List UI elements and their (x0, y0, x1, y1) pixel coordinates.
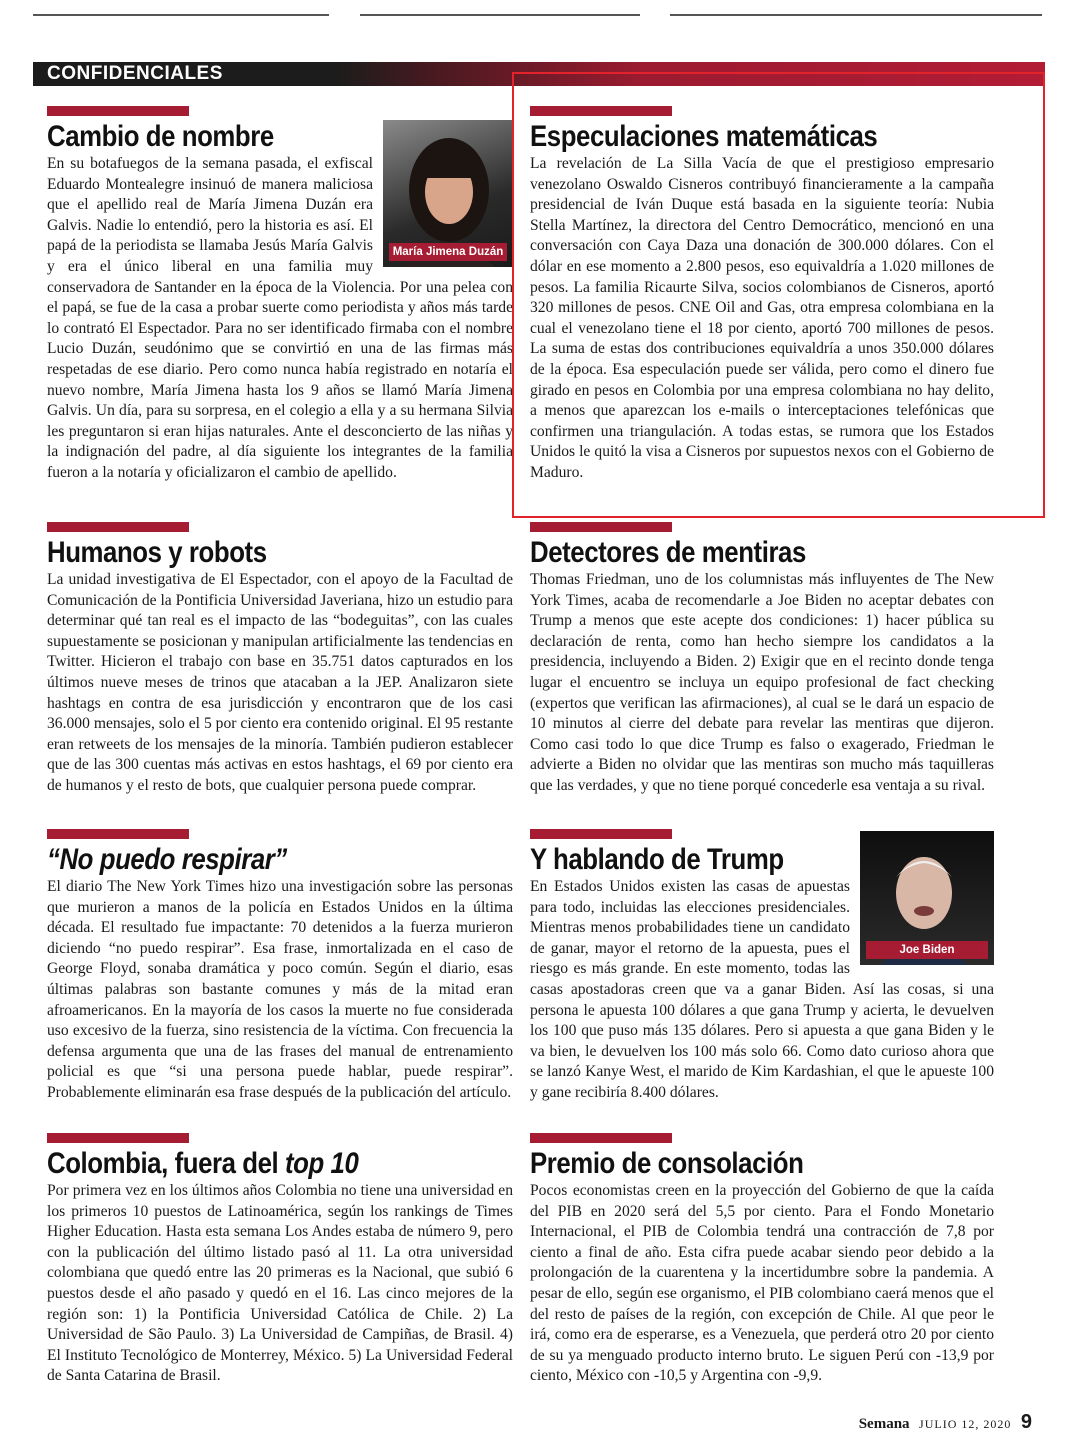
article-title: Y hablando de Trump (530, 843, 784, 876)
top-rule (360, 14, 640, 16)
article-title: Detectores de mentiras (530, 536, 806, 569)
top-rule (33, 14, 329, 16)
accent-bar (530, 1133, 672, 1143)
article-premio-de-consolacion (530, 1133, 994, 1387)
article-title: “No puedo respirar” (47, 843, 287, 876)
accent-bar (47, 106, 189, 116)
article-title: Especulaciones matemáticas (530, 120, 878, 153)
accent-bar (47, 829, 189, 839)
article-title (47, 1147, 448, 1181)
article-humanos-y-robots (47, 522, 513, 797)
accent-bar (530, 829, 672, 839)
accent-bar (47, 522, 189, 532)
article-title: Cambio de nombre (47, 120, 274, 153)
page-number: 9 (1020, 1411, 1032, 1433)
article-cambio-de-nombre (47, 106, 513, 484)
section-title: CONFIDENCIALES (47, 63, 223, 84)
article-hablando-de-trump (530, 829, 994, 1104)
article-body: En su botafuegos de la semana pasada, el exfiscal Eduardo Montealegre insinuó de manera maliciosa que el apellido real de María Jimena Duzán era Galvis. Nadie lo entendió, pero la historia es así. El papá de la periodista se llamaba Jesús María Galvis y era el único liberal en una familia muy conservadora de Santander en la época de la Violencia. Por una pelea con el papá, se fue de la casa a probar suerte como periodista y años más tarde lo contrató El Espectador. Para no ser identificado firmaba con el nombre Lucio Duzán, seudónimo que se convirtió en una de las firmas más respetadas de ese diario. Pero como nunca había registrado en notaría el nuevo nombre, María Jimena hasta los 9 años se llamó María Jimena Galvis. Un día, para su sorpresa, en el colegio a ella y a su hermana Silvia les preguntaron si eran hijas naturales. Ante el desconcierto de las niñas y la indignación del padre, al día siguiente los integrantes de la familia fueron a la notaría y oficializaron el cambio de apellido. (47, 155, 513, 481)
article-body: El diario The New York Times hizo una investigación sobre las personas que murieron a manos de la policía en Estados Unidos en la última década. El resultado fue impactante: 70 detenidos a la fuerza murieron diciendo “no puedo respirar”. Esa frase, inmortalizada en el caso de George Floyd, sonaba dramática y poco común. Según el diario, esas últimas palabras son bastante comunes y más de la mitad eran afroamericanos. En la mayoría de los casos la muerte no fue considerada uso excesivo de la fuerza, sino resistencia de la víctima. Con frecuencia la defensa argumenta que una de las frases del manual de entrenamiento policial es que “si una persona puede hablar, puede respirar”. Probablemente eliminarán esa frase después de la publicación del artículo. (47, 878, 513, 1101)
title-italic: top 10 (284, 1147, 359, 1180)
article-especulaciones (530, 106, 994, 484)
photo-caption: Joe Biden (866, 941, 988, 959)
accent-bar (530, 522, 672, 532)
accent-bar (530, 106, 672, 116)
article-colombia-top-10 (47, 1133, 513, 1387)
article-title: Premio de consolación (530, 1147, 804, 1180)
article-body: Pocos economistas creen en la proyección del Gobierno de que la caída del PIB en 2020 será del 5,5 por ciento. Para el Fondo Monetario Internacional, el PIB de Colombia tendrá una contracción de 7,8 por ciento a final de año. Esta cifra puede acabar siendo peor debido a la prolongación de la cuarentena y la incertidumbre sobre la pandemia. A pesar de ello, según ese organismo, el PIB colombiano caerá menos que el del resto de países de la región, con excepción de Chile. Al que peor le irá, como era de esperarse, es a Venezuela, que perderá otro 20 por ciento de su ya menguado producto interno bruto. Le siguen Perú con -13,9 por ciento, México con -10,5 y Argentina con -9,9. (530, 1182, 994, 1385)
article-body: Thomas Friedman, uno de los columnistas más influyentes de The New York Times, acaba de recomendarle a Joe Biden no aceptar debates con Trump a menos que este acepte dos condiciones: 1) hacer pública su declaración de renta, como han hecho siempre los candidatos a la presidencia, incluyendo a Biden. 2) Exigir que en el recinto donde tenga lugar el encuentro se incluya un equipo profesional de fact checking (expertos que verifican las afirmaciones), al cual se le dará un espacio de 10 minutos al cierre del debate para revelar las mentiras que dijeron. Como casi todo lo que dice Trump es falso o exagerado, Friedman le advierte a Biden no olvidar que las mentiras son mucho más taquilleras que las verdades, y que no tiene porqué concederle esa ventaja a su rival. (530, 571, 994, 794)
photo-caption: María Jimena Duzán (389, 243, 507, 261)
article-body: La unidad investigativa de El Espectador, con el apoyo de la Facultad de Comunicación de la Pontificia Universidad Javeriana, hizo un estudio para determinar qué tan real es el impacto de las “bodeguitas”, con las cuales supuestamente se posicionan y manipulan artificialmente las tendencias en Twitter. Hicieron el trabajo con base en 35.751 datos capturados en los últimos nueve meses de trinos que atacaban a la JEP. Analizaron siete hashtags en contra de esa jurisdicción y encontraron que de los casi 36.000 mensajes, solo el 5 por ciento era contenido original. El 95 restante eran retweets de los mensajes de la minoría. También pudieron establecer que de las 300 cuentas más activas en estos hashtags, el 69 por ciento era de humanos y el resto de bots, que cualquier persona puede comprar. (47, 571, 513, 794)
page-footer (859, 1411, 1032, 1434)
issue-date: JULIO 12, 2020 (919, 1417, 1012, 1431)
title-plain: Colombia, fuera del (47, 1147, 285, 1180)
article-body: La revelación de La Silla Vacía de que el prestigioso empresario venezolano Oswaldo Cisneros contribuyó financieramente a la campaña presidencial de Iván Duque está basada en la siguiente teoría: Nubia Stella Martínez, la directora del Centro Democrático, mencionó en una conversación con Caya Daza una donación de 300.000 dólares. Con el dólar en ese momento a 2.800 pesos, eso equivaldría a 1.020 millones de pesos. La familia Ricaurte Silva, socios colombianos de Cisneros, aportó 320 millones de pesos. CNE Oil and Gas, otra empresa colombiana en la cual el venezolano tiene el 18 por ciento, aportó 700 millones de pesos. La suma de estas dos contribuciones equivaldría a unos 350.000 dólares de la época. Esa especulación puede ser válida, pero como el dinero fue girado en pesos en Colombia por una empresa colombiana no hay delito, a menos que aparezcan los e-mails o interceptaciones telefónicas que confirmen una triangulación. A todas estas, se rumora que los Estados Unidos le quitó la visa a Cisneros por supuestos nexos con el Gobierno de Maduro. (530, 155, 994, 481)
article-detectores-de-mentiras (530, 522, 994, 797)
magazine-name: Semana (858, 1416, 910, 1432)
accent-bar (47, 1133, 189, 1143)
top-rule (670, 14, 1042, 16)
article-body: En Estados Unidos existen las casas de apuestas para todo, incluidas las elecciones presidenciales. Mientras menos probabilidades tiene un candidato de ganar, mayor el retorno de la apuesta, pues el riesgo es más grande. En este momento, todas las casas apostadoras creen que va a ganar Biden. Así las cosas, si una persona le apuesta 100 dólares a que gana Trump y acierta, le devuelven los 100 que puso más 135 dólares. Pero si apuesta a que gana Biden y le va bien, le devuelven los 100 más solo 66. Como dato curioso ahora que se lanzó Kanye West, el marido de Kim Kardashian, el que le apueste 100 y gane recibiría 8.400 dólares. (530, 878, 994, 1101)
article-title: Humanos y robots (47, 536, 267, 569)
article-no-puedo-respirar (47, 829, 513, 1104)
article-body: Por primera vez en los últimos años Colombia no tiene una universidad en los primeros 10 puestos de Latinoamérica, según los rankings de Times Higher Education. Hasta esta semana Los Andes estaba de número 9, pero con la publicación del último listado pasó al 11. La otra universidad colombiana que quedó entre las 20 primeras es la Nacional, que subió 6 puestos desde el año pasado y quedó en el 16. Las cinco mejores de la región son: 1) la Pontificia Universidad Católica de Chile. 2) La Universidad de São Paulo. 3) La Universidad de Campiñas, de Brasil. 4) El Instituto Tecnológico de Monterrey, México. 5) La Universidad Federal de Santa Catarina de Brasil. (47, 1182, 513, 1385)
